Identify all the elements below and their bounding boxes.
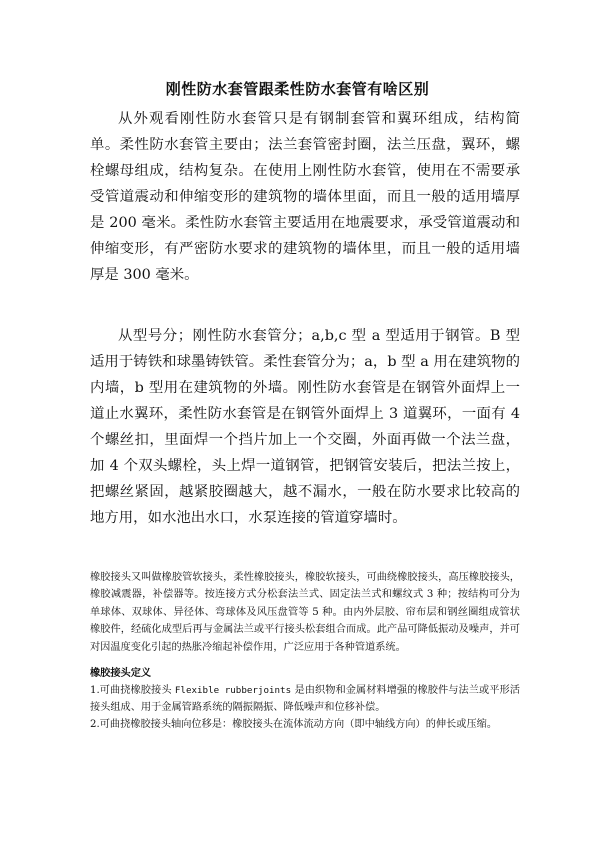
paragraph-appearance: 从外观看刚性防水套管只是有钢制套管和翼环组成，结构简单。柔性防水套管主要由；法兰套管密封圈，法兰压盘，翼环，螺栓螺母组成，结构复杂。在使用上刚性防水套管，使用在不需要承受管道震动和伸缩变形的建筑物的墙体里面，而且一般的适用墙厚是 200 毫米。柔性防水套管主要适用在地震要求，承受管道震动和伸缩变形，有严密防水要求的建筑物的墙体里，而且一般的适用墙厚是 300 毫米。: [90, 111, 520, 283]
definition-item-1-code: Flexible rubberjoints: [174, 685, 292, 696]
paragraph-model-types: 从型号分；刚性防水套管分；a,b,c 型 a 型适用于钢管。B 型适用于铸铁和球墨铸铁管。柔性套管分为；a，b 型 a 用在建筑物的内墙，b 型用在建筑物的外墙。刚性防水套管是在钢管外面焊上一道止水翼环，柔性防水套管是在钢管外面焊上 3 道翼环，一面有 4 个螺丝扣，里面焊一个挡片加上一个交圈，外面再做一个法兰盘，加 4 个双头螺栓，头上焊一道钢管，把钢管安装后，把法兰按上，把螺丝紧固，越紧胶圈越大，越不漏水，一般在防水要求比较高的地方用，如水池出水口，水泵连接的管道穿墙时。: [90, 328, 520, 526]
document-title: 刚性防水套管跟柔性防水套管有啥区别: [165, 80, 430, 98]
section-heading: 橡胶接头定义: [90, 667, 152, 679]
definition-item-1: [90, 682, 520, 717]
definition-item-1-prefix: 1.可曲挠橡胶接头: [90, 685, 172, 696]
definition-item-1-text: 是由织物和金属材料增强的橡胶件与法兰或平形活接头组成、用于金属管路系统的隔振隔振、降低噪声和位移补偿。: [90, 685, 520, 714]
paragraph-rubber-joint: 橡胶接头又叫做橡胶管软接头，柔性橡胶接头，橡胶软接头，可曲绕橡胶接头，高压橡胶接头，橡胶减震器，补偿器等。按连接方式分松套法兰式、固定法兰式和螺纹式 3 种；按结构可分为单球体、双球体、异径体、弯球体及风压盘管等 5 种。由内外层胶、帘布层和钢丝圈组成管状橡胶件，经硫化成型后再与金属法兰或平行接头松套组合而成。此产品可降低振动及噪声，并可对因温度变化引起的热胀冷缩起补偿作用，广泛应用于各种管道系统。: [90, 572, 520, 653]
definition-item-2: 2.可曲挠橡胶接头轴向位移是：橡胶接头在流体流动方向（即中轴线方向）的伸长或压缩。: [90, 719, 498, 730]
